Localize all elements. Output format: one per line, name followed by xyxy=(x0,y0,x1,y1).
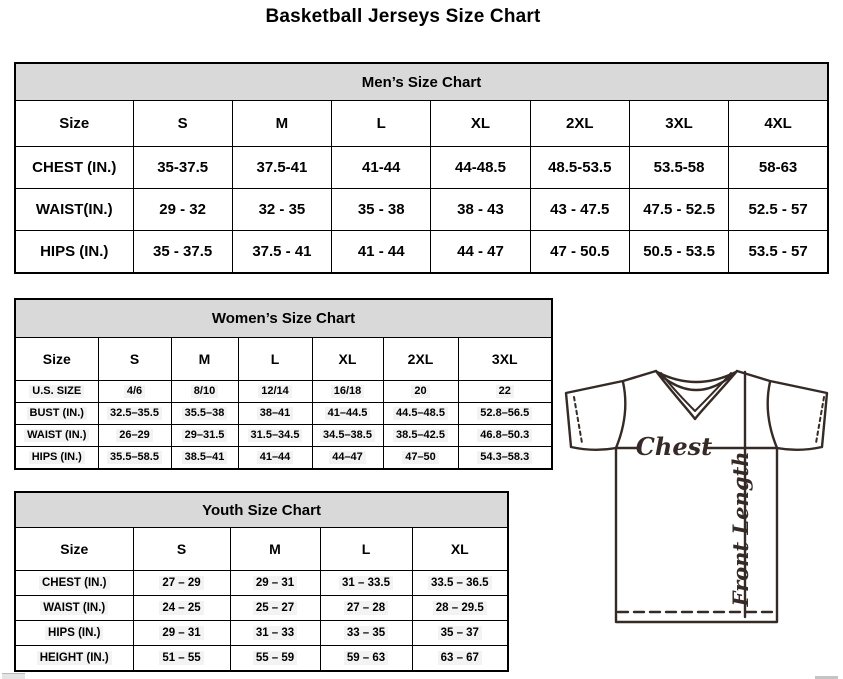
cell-text: 55 – 59 xyxy=(253,651,297,665)
column-header: Size xyxy=(15,528,133,571)
cell-text: 29 – 31 xyxy=(159,626,203,640)
cell-text: 38.5–41 xyxy=(182,451,228,465)
size-cell xyxy=(98,403,171,425)
cell-text: 31 – 33 xyxy=(253,626,297,640)
page-title: Basketball Jerseys Size Chart xyxy=(265,6,541,27)
cell-text: U.S. SIZE xyxy=(29,385,84,399)
cell-text: HIPS (IN.) xyxy=(29,451,85,465)
size-cell xyxy=(98,447,171,470)
size-cell xyxy=(230,596,320,621)
cutoff-fragment-left xyxy=(2,673,25,679)
table-row xyxy=(15,147,828,189)
size-cell xyxy=(230,646,320,672)
size-cell xyxy=(238,381,312,403)
size-cell xyxy=(412,571,508,596)
size-cell: 50.5 - 53.5 xyxy=(629,231,728,274)
cell-text: HIPS (IN.) xyxy=(45,626,103,640)
column-header: 2XL xyxy=(383,338,458,381)
row-label: WAIST(IN.) xyxy=(15,189,133,231)
size-cell xyxy=(238,403,312,425)
row-label xyxy=(15,621,133,646)
size-cell xyxy=(458,425,552,447)
size-cell xyxy=(312,447,383,470)
size-cell xyxy=(171,425,238,447)
cell-text: 25 – 27 xyxy=(253,601,297,615)
size-cell xyxy=(98,425,171,447)
cell-text: 51 – 55 xyxy=(159,651,203,665)
womens-size-table xyxy=(14,298,553,470)
table-row xyxy=(15,101,828,147)
size-cell xyxy=(133,596,230,621)
column-header: M xyxy=(232,101,331,147)
size-cell xyxy=(133,621,230,646)
cell-text: 20 xyxy=(411,385,429,399)
row-label: CHEST (IN.) xyxy=(15,147,133,189)
size-cell xyxy=(312,381,383,403)
size-cell: 48.5-53.5 xyxy=(530,147,629,189)
table-row xyxy=(15,621,508,646)
size-cell xyxy=(320,571,412,596)
size-cell: 35-37.5 xyxy=(133,147,232,189)
column-header: M xyxy=(171,338,238,381)
mens-table-title: Men’s Size Chart xyxy=(15,63,828,101)
size-cell xyxy=(320,621,412,646)
cell-text: 31.5–34.5 xyxy=(248,429,303,443)
armhole-seam-left xyxy=(616,382,625,448)
size-cell: 38 - 43 xyxy=(431,189,530,231)
column-header: S xyxy=(133,528,230,571)
cell-text: 33 – 35 xyxy=(344,626,388,640)
size-cell: 35 - 38 xyxy=(332,189,431,231)
cell-text: WAIST (IN.) xyxy=(24,429,89,443)
table-row xyxy=(15,63,828,101)
cell-text: 63 – 67 xyxy=(438,651,482,665)
cell-text: 24 – 25 xyxy=(159,601,203,615)
size-cell: 37.5-41 xyxy=(232,147,331,189)
cell-text: 26–29 xyxy=(116,429,153,443)
size-cell: 41-44 xyxy=(332,147,431,189)
row-label xyxy=(15,646,133,672)
cell-text: 35.5–38 xyxy=(182,407,228,421)
column-header: M xyxy=(230,528,320,571)
size-cell xyxy=(458,447,552,470)
table-row xyxy=(15,425,552,447)
table-row xyxy=(15,571,508,596)
cell-text: 44.5–48.5 xyxy=(393,407,448,421)
size-cell xyxy=(238,425,312,447)
cell-text: 27 – 28 xyxy=(344,601,388,615)
cell-text: 27 – 29 xyxy=(159,576,203,590)
size-cell xyxy=(412,596,508,621)
cell-text: BUST (IN.) xyxy=(27,407,87,421)
size-cell xyxy=(230,621,320,646)
column-header: 3XL xyxy=(629,101,728,147)
size-cell xyxy=(320,646,412,672)
cell-text: 33.5 – 36.5 xyxy=(428,576,492,590)
row-label xyxy=(15,596,133,621)
size-cell xyxy=(98,381,171,403)
column-header: 3XL xyxy=(458,338,552,381)
size-cell: 44-48.5 xyxy=(431,147,530,189)
size-cell xyxy=(458,403,552,425)
column-header: XL xyxy=(431,101,530,147)
size-cell: 52.5 - 57 xyxy=(729,189,828,231)
size-cell: 47 - 50.5 xyxy=(530,231,629,274)
column-header: 2XL xyxy=(530,101,629,147)
size-cell xyxy=(133,571,230,596)
cell-text: 16/18 xyxy=(331,385,365,399)
size-cell xyxy=(312,403,383,425)
column-header: 4XL xyxy=(729,101,828,147)
size-cell: 47.5 - 52.5 xyxy=(629,189,728,231)
cell-text: 28 – 29.5 xyxy=(433,601,487,615)
size-cell xyxy=(171,447,238,470)
cell-text: 34.5–38.5 xyxy=(320,429,375,443)
cell-text: 8/10 xyxy=(191,385,218,399)
cell-text: 4/6 xyxy=(124,385,145,399)
row-label xyxy=(15,425,98,447)
front-length-label: Front Length xyxy=(728,451,753,607)
size-cell: 37.5 - 41 xyxy=(232,231,331,274)
armhole-seam-right xyxy=(768,382,777,448)
cell-text: 41–44.5 xyxy=(325,407,371,421)
table-row xyxy=(15,646,508,672)
size-cell xyxy=(312,425,383,447)
size-cell xyxy=(383,381,458,403)
cell-text: 59 – 63 xyxy=(344,651,388,665)
size-cell xyxy=(383,403,458,425)
column-header: S xyxy=(98,338,171,381)
size-cell xyxy=(230,571,320,596)
chest-label: Chest xyxy=(635,432,713,461)
row-label: HIPS (IN.) xyxy=(15,231,133,274)
size-cell: 43 - 47.5 xyxy=(530,189,629,231)
cell-text: 35.5–58.5 xyxy=(107,451,162,465)
cell-text: WAIST (IN.) xyxy=(40,601,108,615)
cell-text: 29–31.5 xyxy=(182,429,228,443)
cell-text: CHEST (IN.) xyxy=(39,576,110,590)
table-row xyxy=(15,299,552,338)
cell-text: 41–44 xyxy=(257,451,294,465)
size-cell xyxy=(412,646,508,672)
cell-text: 38.5–42.5 xyxy=(393,429,448,443)
cell-text: 44–47 xyxy=(329,451,366,465)
cell-text: 31 – 33.5 xyxy=(339,576,393,590)
cell-text: 52.8–56.5 xyxy=(477,407,532,421)
table-row xyxy=(15,231,828,274)
size-cell xyxy=(238,447,312,470)
cell-text: 22 xyxy=(496,385,514,399)
column-header: XL xyxy=(412,528,508,571)
cell-text: 54.3–58.3 xyxy=(477,451,532,465)
jersey-diagram xyxy=(558,362,840,630)
size-cell xyxy=(133,646,230,672)
size-cell xyxy=(320,596,412,621)
row-label xyxy=(15,381,98,403)
table-row xyxy=(15,403,552,425)
size-cell xyxy=(171,381,238,403)
column-header: XL xyxy=(312,338,383,381)
cell-text: 32.5–35.5 xyxy=(107,407,162,421)
size-cell: 53.5 - 57 xyxy=(729,231,828,274)
size-cell: 29 - 32 xyxy=(133,189,232,231)
table-row xyxy=(15,596,508,621)
column-header: L xyxy=(238,338,312,381)
size-cell: 35 - 37.5 xyxy=(133,231,232,274)
column-header: Size xyxy=(15,101,133,147)
youth-size-table xyxy=(14,491,509,672)
table-row xyxy=(15,381,552,403)
youth-table-title: Youth Size Chart xyxy=(15,492,508,528)
size-cell: 41 - 44 xyxy=(332,231,431,274)
row-label xyxy=(15,571,133,596)
size-cell: 44 - 47 xyxy=(431,231,530,274)
size-cell: 58-63 xyxy=(729,147,828,189)
size-cell xyxy=(412,621,508,646)
cell-text: 29 – 31 xyxy=(253,576,297,590)
cell-text: 46.8–50.3 xyxy=(477,429,532,443)
vneck-outer-line xyxy=(656,371,737,419)
size-cell xyxy=(383,447,458,470)
table-row xyxy=(15,528,508,571)
size-cell: 53.5-58 xyxy=(629,147,728,189)
table-row xyxy=(15,447,552,470)
row-label xyxy=(15,447,98,470)
sleeve-cuff-dash-left xyxy=(574,397,582,443)
column-header: Size xyxy=(15,338,98,381)
size-cell xyxy=(383,425,458,447)
cell-text: HEIGHT (IN.) xyxy=(37,651,112,665)
column-header: L xyxy=(332,101,431,147)
size-cell xyxy=(171,403,238,425)
column-header: S xyxy=(133,101,232,147)
column-header: L xyxy=(320,528,412,571)
table-row xyxy=(15,492,508,528)
mens-size-table xyxy=(14,62,829,274)
size-cell xyxy=(458,381,552,403)
size-cell: 32 - 35 xyxy=(232,189,331,231)
table-row xyxy=(15,189,828,231)
cell-text: 12/14 xyxy=(258,385,292,399)
cell-text: 35 – 37 xyxy=(438,626,482,640)
cell-text: 47–50 xyxy=(402,451,439,465)
cell-text: 38–41 xyxy=(257,407,294,421)
table-row xyxy=(15,338,552,381)
womens-table-title: Women’s Size Chart xyxy=(15,299,552,338)
row-label xyxy=(15,403,98,425)
